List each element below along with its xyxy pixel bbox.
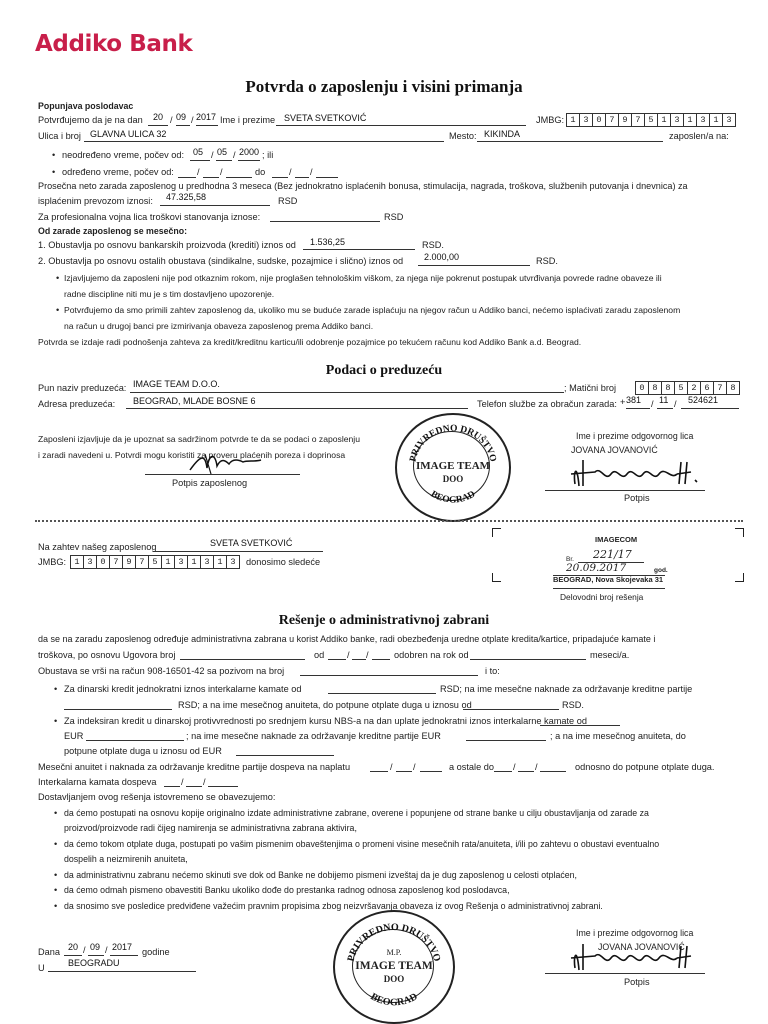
company-stamp-2 [333,910,455,1024]
page-title: Potvrda o zaposlenju i visini primanja [245,77,523,96]
digit-box: 1 [161,555,174,569]
stamp-top-text: PRIVREDNO DRUŠTVO [408,423,498,463]
digit-box: 1 [187,555,200,569]
responsible-signature [565,452,715,492]
reg-label: ; Matični broj [564,383,617,393]
decision-b1b: RSD; a na ime mesečnog anuiteta, do potpune otplate duga u iznosu od [178,700,472,710]
address-label: Adresa preduzeća: [38,399,116,409]
consent-1: Zaposleni izjavljuje da je upoznat sa sadržinom potvrde te da se podaci o zaposlenju [38,434,360,444]
digit-box: 2 [687,381,700,395]
deduction-2-currency: RSD. [536,256,558,266]
consent-2: i zaradi navedeni u. Potvrdi mogu koristiti za proveru plaćenih poreza i doprinosa [38,450,346,460]
digit-box: 0 [635,381,648,395]
decision-b2b: EUR [64,731,84,741]
stamp-center-text: IMAGE TEAM [415,460,491,472]
deduction-1-currency: RSD. [422,240,444,250]
decision-p2-tail: i to: [485,666,500,676]
digit-box: 8 [726,381,740,395]
responsible-label: Ime i prezime odgovornog lica [576,431,694,441]
delivery-company: IMAGECOM [595,535,638,544]
digit-box: 7 [631,113,644,127]
declaration-1a: Izjavljujemo da zaposleni nije pod otkaznim rokom, nije proglašen tehnološkim viškom, za njega nije pokrenut postupak utvrđivanja povrede radne obaveze ili [64,273,662,283]
footer-month: 09 [90,942,101,952]
digit-box: 1 [566,113,579,127]
svg-text:BEOGRAD [368,991,419,1008]
digit-box: 6 [700,381,713,395]
employee-name: SVETA SVETKOVIĆ [284,113,367,123]
place-label: Mesto: [449,131,477,141]
footer-responsible-name: JOVANA JOVANOVIĆ [598,942,685,952]
footer-city: BEOGRADU [68,958,120,968]
decision-b1a: Za dinarski kredit jednokratni iznos interkalarne kamate od [64,684,302,694]
request-tail: donosimo sledeće [246,557,321,567]
digit-box: 7 [109,555,122,569]
deduction-2-amount: 2.000,00 [424,252,460,262]
digit-box: 1 [70,555,83,569]
bank-logo: Addiko Bank [35,31,193,57]
reg-boxes [635,381,740,395]
delivery-address: BEOGRAD, Nova Skojevaka 31 [553,575,664,584]
date-label: Potvrđujemo da je na dan [38,115,143,125]
digit-box: 1 [657,113,670,127]
phone-number: 524621 [688,395,719,405]
stamp-bottom-text: BEOGRAD [428,489,478,506]
deduction-2-label: 2. Obustavlja po osnovu ostalih obustava (sindikalne, sudske, pozajmice i slično) iznos od [38,256,404,266]
phone-area: 11 [659,395,669,405]
definite-label: određeno vreme, počev od: [62,167,174,177]
obligation-5: da snosimo sve posledice predviđene važećim pravnim propisima zbog neizvršavanja obaveza iz ovog Rešenja o administrativnoj zabrani. [64,901,603,911]
digit-box: 3 [722,113,736,127]
jmbg-label: JMBG: [536,115,565,125]
decision-b2b-mid: ; na ime mesečne naknade za održavanje kreditne partije EUR [186,731,441,741]
stamp2-top-text: PRIVREDNO DRUŠTVO [345,921,443,963]
footer-responsible-signature [565,936,715,976]
footer-dana: Dana [38,947,60,957]
military-label: Za profesionalna vojna lica troškovi stanovanja iznose: [38,212,261,222]
obligation-1a: da ćemo postupati na osnovu kopije originalno izdate administrativne zabrane, overene i popunjene od strane banke u cilju obustavljanja od zarade za [64,808,649,818]
until-label: do [255,167,266,177]
company-stamp [395,413,511,522]
decision-b1a-mid: RSD; na ime mesečne naknade za održavanje kreditne partije [440,684,693,694]
declaration-2a: Potvrđujemo da smo primili zahtev zaposlenog da, ukoliko mu se buduće zarade isplaćuju na njegov račun u Addiko banci, nećemo isplaćivati zaradu zaposlenom [64,305,681,315]
svg-text:BEOGRAD [429,489,478,505]
deductions-title: Od zarade zaposlenog se mesečno: [38,226,188,236]
phone-label: Telefon službe za obračun zarada: [477,399,617,409]
footer-responsible-label: Ime i prezime odgovornog lica [576,928,694,938]
obligation-1b: proizvod/proizvode radi čijeg namirenja se administrativna zabrana aktivira, [64,823,357,833]
jmbg-boxes [566,113,736,127]
decision-months: meseci/a. [590,650,630,660]
date-day: 20 [153,112,164,122]
stamp2-bottom-text: BEOGRAD [368,991,420,1009]
digit-box: 3 [579,113,592,127]
salary-text: Prosečna neto zarada zaposlenog u predhodna 3 meseca (Bez jednokratno isplaćenih bonusa, stimulacija, nagrada, troškova, službenih putovanja i dnevnica) za [38,181,688,191]
digit-box: 8 [648,381,661,395]
phone-country: 381 [626,395,642,405]
salary-currency: RSD [278,196,298,206]
request-name: SVETA SVETKOVIĆ [210,538,293,548]
delivery-god: god. [654,567,668,574]
indef-day: 05 [193,147,204,157]
deduction-1-amount: 1.536,25 [310,237,346,247]
digit-box: 3 [200,555,213,569]
company-name: IMAGE TEAM D.O.O. [133,379,220,389]
digit-box: 9 [122,555,135,569]
place-value: KIKINDA [484,129,521,139]
digit-box: 7 [135,555,148,569]
stamp-mp-text: M.P. [386,948,402,957]
employee-signature-label: Potpis zaposlenog [172,478,248,488]
salary-text2: isplaćenim prevozom iznosi: [38,196,153,206]
street-label: Ulica i broj [38,131,81,141]
digit-box: 0 [592,113,605,127]
footer-signature-label: Potpis [624,977,650,987]
footer-day: 20 [68,942,79,952]
digit-box: 5 [674,381,687,395]
svg-text:PRIVREDNO DRUŠTVO [408,424,497,463]
digit-box: 3 [174,555,187,569]
issued-note: Potvrda se izdaje radi podnošenja zahteva za kredit/kreditnu karticu/ili odobrenje pozajmice po tekućem računu kod Addiko Bank a.d. Beograd. [38,337,582,347]
stamp-doo-text: DOO [442,474,464,484]
decision-p3: Mesečni anuitet i naknada za održavanje kreditne partije dospeva na naplatu [38,762,351,772]
obligation-4: da ćemo odmah pismeno obavestiti Banku ukoliko dođe do prestanka radnog odnosa zaposlenog kod poslodavca, [64,885,510,895]
company-title: Podaci o preduzeću [325,363,443,378]
digit-box: 1 [709,113,722,127]
digit-box: 0 [96,555,109,569]
responsible-name: JOVANA JOVANOVIĆ [571,445,658,455]
request-jmbg-boxes [70,555,240,569]
digit-box: 1 [213,555,226,569]
decision-p3-tail: odnosno do potpune otplate duga. [575,762,715,772]
decision-title: Rešenje o administrativnoj zabrani [278,613,490,628]
digit-box: 5 [148,555,161,569]
obligation-3: da administrativnu zabranu nećemo skinuti sve dok od Banke ne dobijemo pismeni izveštaj da je dug zaposlenog u celosti otplaćen, [64,870,577,880]
request-jmbg-label: JMBG: [38,557,67,567]
digit-box: 8 [661,381,674,395]
obligation-2a: da ćemo tokom otplate duga, postupati po vašim pismenim obaveštenjima o promeni visine mesečnih rata/anuiteta, i/ili po zahtevu o obustavi eventualno [64,839,660,849]
stamp2-doo-text: DOO [383,974,405,984]
military-currency: RSD [384,212,404,222]
company-name-label: Pun naziv preduzeća: [38,383,127,393]
digit-box: 3 [670,113,683,127]
decision-p2: Obustava se vrši na račun 908-16501-42 sa pozivom na broj [38,666,285,676]
decision-p3-mid: a ostale do [449,762,494,772]
indefinite-label: neodređeno vreme, počev od: [62,150,185,160]
decision-p4: Interkalarna kamata dospeva [38,777,157,787]
indef-month: 05 [217,147,228,157]
phone-plus: + [620,397,626,407]
decision-od: od [314,650,325,660]
digit-box: 3 [226,555,240,569]
obligation-2b: dospelih a neizmirenih anuiteta, [64,854,188,864]
digit-box: 9 [618,113,631,127]
delivery-caption: Delovodni broj rešenja [560,592,644,602]
date-month: 09 [176,112,187,122]
footer-year: 2017 [112,942,133,952]
decision-p1a: da se na zaradu zaposlenog određuje administrativna zabrana u korist Addiko banke, radi obezbeđenja uredne otplate kredita/kartice, pripadajuće kamate i [38,634,656,644]
decision-b2c: potpune otplate duga u iznosu od EUR [64,746,222,756]
salary-amount: 47.325,58 [166,192,207,202]
name-label: Ime i prezime [220,115,276,125]
footer-u: U [38,963,45,973]
or-label: ; ili [262,150,274,160]
request-label: Na zahtev našeg zaposlenog [38,542,157,552]
digit-box: 3 [83,555,96,569]
delivery-number: 221/17 [593,548,632,561]
signature-label: Potpis [624,493,650,503]
company-address: BEOGRAD, MLADE BOSNE 6 [133,396,256,406]
declaration-2b: na račun u drugoj banci pre izmirivanja obaveza zaposlenog prema Addiko banci. [64,321,374,331]
declaration-1b: radne discipline niti mu je s tim dostavljeno upozorenje. [64,289,275,299]
section-label: Popunjava poslodavac [38,101,134,111]
decision-b1b-tail: RSD. [562,700,584,710]
digit-box: 1 [683,113,696,127]
indef-year: 2000 [239,147,260,157]
employed-label: zaposlen/a na: [669,131,729,141]
decision-b2b-tail: ; a na ime mesečnog anuiteta, do [550,731,686,741]
street-value: GLAVNA ULICA 32 [90,129,167,139]
decision-p1b: troškova, po osnovu Ugovora broj [38,650,176,660]
date-year: 2017 [196,112,217,122]
decision-p5: Dostavljanjem ovog rešenja istovremeno se obavezujemo: [38,792,276,802]
stamp2-center-text: IMAGE TEAM [355,960,433,972]
decision-b2a: Za indeksiran kredit u dinarskoj protivvrednosti po srednjem kursu NBS-a na dan uplate jednokratni iznos interkalarne kamate od [64,716,587,726]
footer-godine: godine [142,947,170,957]
deduction-1-label: 1. Obustavlja po osnovu bankarskih proizvoda (krediti) iznos od [38,240,296,250]
decision-term-label: odobren na rok od [394,650,469,660]
digit-box: 5 [644,113,657,127]
digit-box: 7 [605,113,618,127]
digit-box: 3 [696,113,709,127]
digit-box: 7 [713,381,726,395]
delivery-br-label: Br. [566,556,574,563]
delivery-date: 20.09.2017 [566,562,627,574]
